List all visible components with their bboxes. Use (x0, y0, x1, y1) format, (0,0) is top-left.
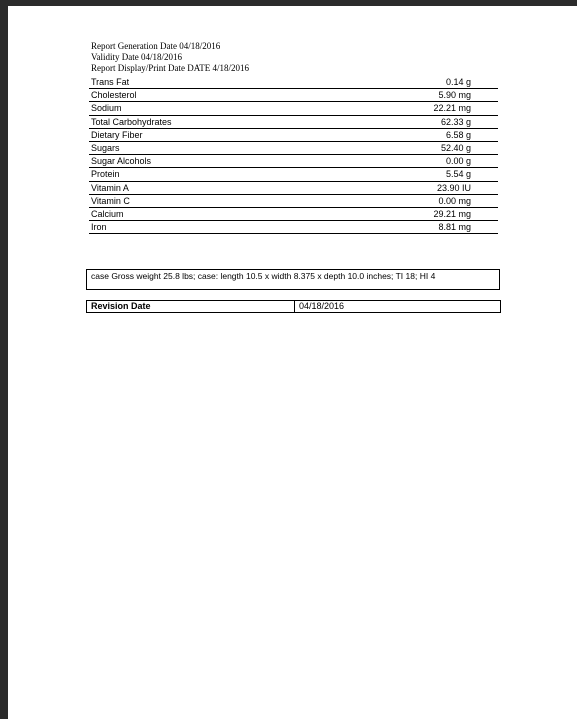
table-row (89, 128, 498, 141)
table-row (89, 76, 498, 89)
revision-date-row (86, 300, 501, 313)
nutrient-value: 0.00 g (318, 155, 498, 168)
nutrient-value: 22.21 mg (318, 102, 498, 115)
nutrient-value: 29.21 mg (318, 207, 498, 220)
table-row (89, 194, 498, 207)
table-row (89, 115, 498, 128)
report-header (91, 41, 249, 74)
document-page (8, 6, 577, 719)
nutrient-value: 6.58 g (318, 128, 498, 141)
nutrient-name: Calcium (89, 207, 318, 220)
table-row (89, 141, 498, 154)
table-row (89, 89, 498, 102)
nutrient-name: Total Carbohydrates (89, 115, 318, 128)
nutrient-name: Protein (89, 168, 318, 181)
report-display-print-date: Report Display/Print Date DATE 4/18/2016 (91, 63, 249, 73)
nutrient-name: Sugars (89, 141, 318, 154)
nutrient-value: 52.40 g (318, 141, 498, 154)
nutrient-name: Vitamin A (89, 181, 318, 194)
validity-date: Validity Date 04/18/2016 (91, 52, 182, 62)
table-row (89, 181, 498, 194)
nutrient-name: Cholesterol (89, 89, 318, 102)
table-row (89, 207, 498, 220)
nutrition-table (89, 76, 498, 234)
report-generation-date: Report Generation Date 04/18/2016 (91, 41, 221, 51)
nutrient-value: 23.90 IU (318, 181, 498, 194)
nutrient-name: Trans Fat (89, 76, 318, 89)
table-row (89, 155, 498, 168)
nutrient-value: 0.14 g (318, 76, 498, 89)
nutrient-name: Vitamin C (89, 194, 318, 207)
revision-date-label: Revision Date (91, 301, 151, 311)
nutrient-value: 62.33 g (318, 115, 498, 128)
cell-divider (294, 301, 295, 312)
nutrient-value: 5.54 g (318, 168, 498, 181)
nutrient-value: 8.81 mg (318, 221, 498, 234)
table-row (89, 168, 498, 181)
nutrient-value: 5.90 mg (318, 89, 498, 102)
nutrient-name: Dietary Fiber (89, 128, 318, 141)
nutrient-value: 0.00 mg (318, 194, 498, 207)
revision-date-value: 04/18/2016 (299, 301, 345, 311)
table-row (89, 221, 498, 234)
nutrient-name: Sodium (89, 102, 318, 115)
table-row (89, 102, 498, 115)
case-info-box: case Gross weight 25.8 lbs; case: length 10.5 x width 8.375 x depth 10.0 inches; TI 18; HI 4 (86, 269, 500, 290)
nutrient-name: Sugar Alcohols (89, 155, 318, 168)
nutrient-name: Iron (89, 221, 318, 234)
